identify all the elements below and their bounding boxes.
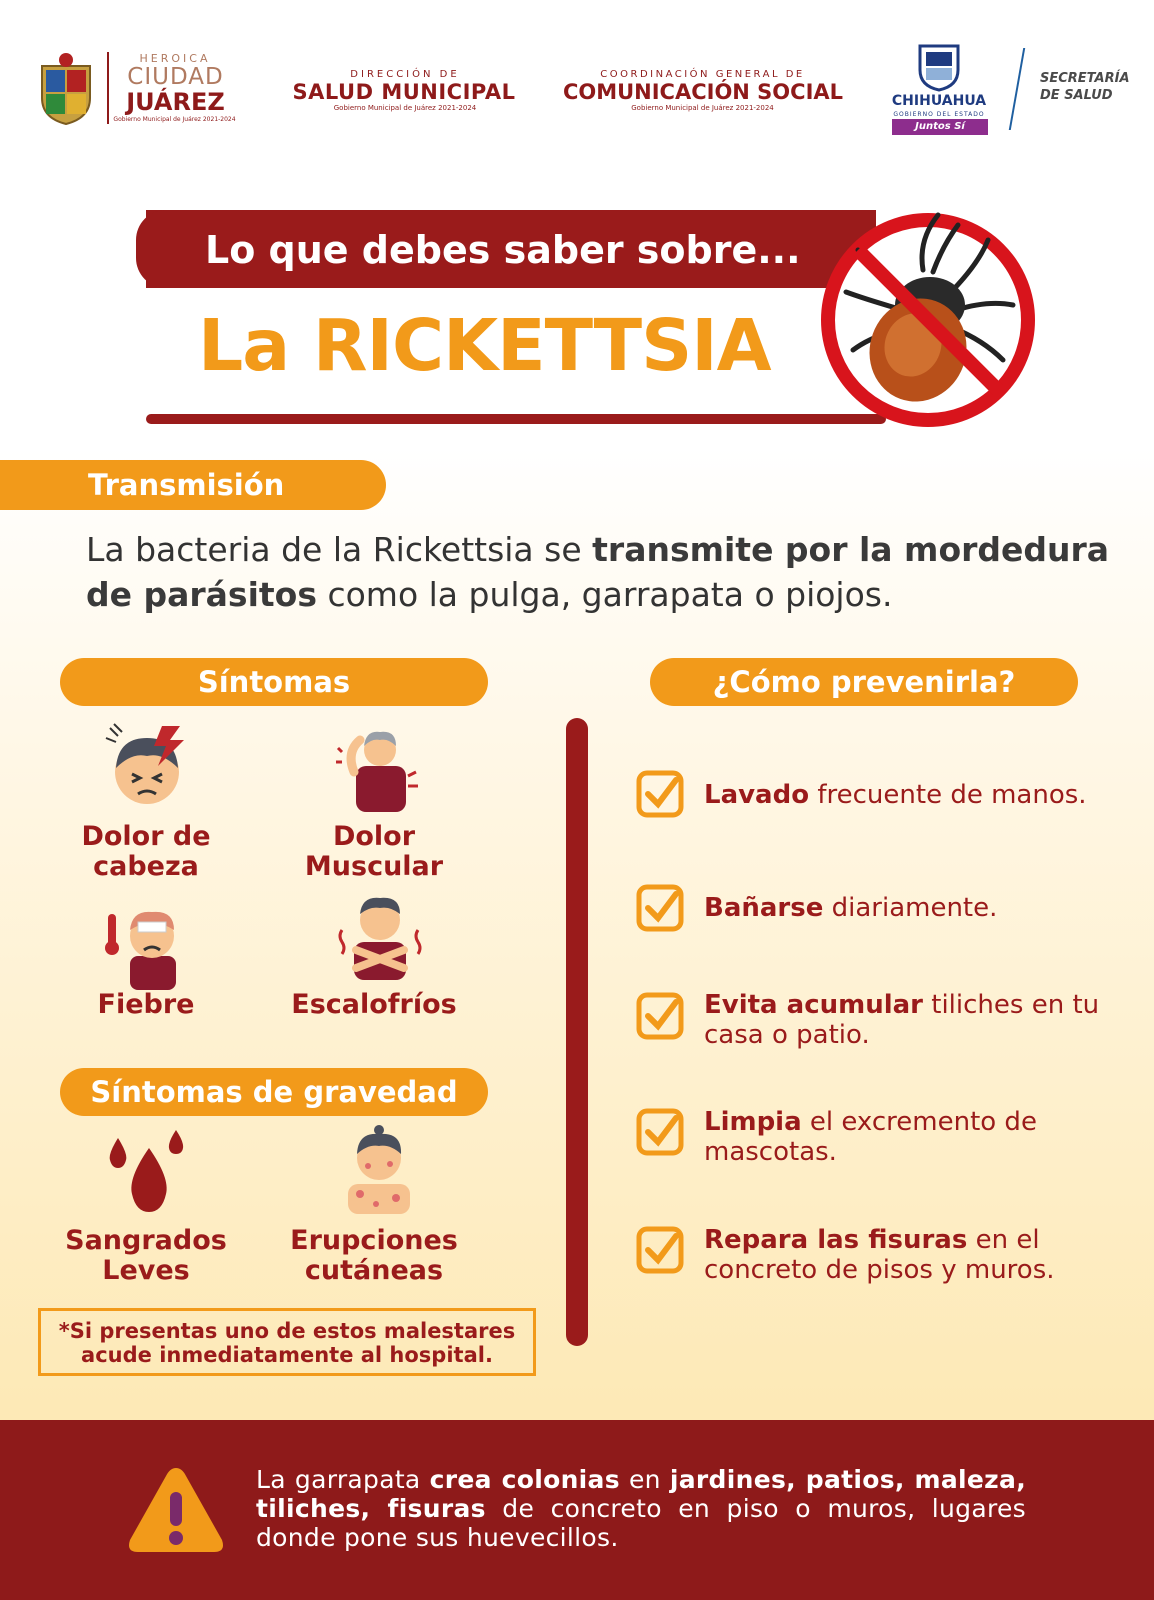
transmision-text-part: La bacteria de la Rickettsia se [86, 530, 593, 569]
transmision-text-bold: transmite por la mordedura de parásitos [86, 530, 1110, 614]
skin-rash-icon [334, 1124, 424, 1214]
prevention-item-text: en el concreto de pisos y muros. [704, 1225, 1055, 1285]
prevention-item [704, 1225, 1144, 1285]
footer-text-bold: jardines, patios, maleza, tiliches, fisuras [256, 1465, 1026, 1523]
checkbox-checked-icon [636, 770, 684, 818]
transmision-heading: Transmisión [0, 460, 386, 510]
symptom-label-line: Escalofríos [291, 989, 457, 1020]
column-divider [566, 718, 588, 1346]
secretaria-line2: DE SALUD [1040, 88, 1113, 103]
logo-separator [107, 52, 109, 124]
comunicacion-name: COMUNICACIÓN SOCIAL [562, 80, 844, 104]
symptom-label-line: Muscular [304, 851, 444, 882]
secretaria-line1: SECRETARÍA [1040, 71, 1130, 86]
prevention-item-text: tiliches en tu casa o patio. [704, 990, 1100, 1050]
title-top: Lo que debes saber sobre... [205, 228, 801, 272]
comunicacion-tagline: Gobierno Municipal de Juárez 2021-2024 [631, 104, 774, 112]
title-underline [146, 414, 886, 424]
coat-of-arms-icon [36, 52, 96, 126]
ciudad-juarez-mid: CIUDAD [127, 64, 224, 90]
symptom-label [46, 990, 246, 1020]
hospital-warning-line: acude inmediatamente al hospital. [81, 1343, 493, 1367]
prevention-item-bold: Limpia [704, 1107, 802, 1137]
prevention-item [704, 780, 1144, 810]
prevention-item-bold: Lavado [704, 780, 810, 810]
chihuahua-gobierno: GOBIERNO DEL ESTADO [893, 111, 985, 118]
gravedad-heading: Síntomas de gravedad [60, 1068, 488, 1116]
symptom-label [46, 822, 246, 882]
blood-drops-icon [104, 1128, 194, 1218]
footer-text [256, 1465, 1026, 1552]
symptom-label-line: cutáneas [304, 1255, 444, 1286]
no-tick-icon [818, 210, 1038, 430]
symptom-label [274, 822, 474, 882]
prevention-item [704, 1107, 1144, 1167]
checkbox-checked-icon [636, 992, 684, 1040]
transmision-text [86, 527, 1126, 617]
prevention-item [704, 990, 1144, 1050]
hospital-warning-line: *Si presentas uno de estos malestares [58, 1319, 516, 1343]
symptom-label-line: Dolor de [81, 821, 211, 852]
footer-text-part: La garrapata [256, 1465, 430, 1494]
prevencion-heading: ¿Cómo prevenirla? [650, 658, 1078, 706]
symptom-label-line: Dolor [332, 821, 416, 852]
symptom-label [274, 990, 474, 1020]
checkbox-checked-icon [636, 1226, 684, 1274]
symptom-label-line: Sangrados [65, 1225, 227, 1256]
prevention-item-bold: Repara las fisuras [704, 1225, 968, 1255]
prevention-item [704, 893, 1144, 923]
comunicacion-small: COORDINACIÓN GENERAL DE [600, 69, 805, 80]
symptom-label-line: Leves [102, 1255, 190, 1286]
prevention-item-text: diariamente. [823, 893, 998, 923]
symptom-label [46, 1226, 246, 1286]
secretaria-salud [1040, 70, 1150, 104]
warning-icon [124, 1462, 228, 1558]
ciudad-juarez-small: HEROICA [139, 52, 211, 65]
footer-text-bold: crea colonias [429, 1465, 620, 1494]
logo-separator [1009, 48, 1025, 130]
footer-text-part: de concreto en piso o muros, lugares donde pone sus huevecillos. [256, 1494, 1027, 1552]
prevention-item-text: el excremento de mascotas. [704, 1107, 1037, 1167]
footer-text-part: en [619, 1465, 670, 1494]
transmision-text-part: como la pulga, garrapata o piojos. [316, 575, 893, 614]
page-title: La RICKETTSIA [198, 304, 771, 387]
chihuahua-shield-icon [916, 42, 962, 92]
symptom-label [274, 1226, 474, 1286]
salud-municipal-small: DIRECCIÓN DE [350, 69, 460, 80]
headache-icon [102, 722, 192, 812]
ciudad-juarez-name: JUÁREZ [126, 88, 225, 116]
salud-municipal-name: SALUD MUNICIPAL [292, 80, 516, 104]
prevention-item-bold: Evita acumular [704, 990, 923, 1020]
symptom-label-line: Fiebre [97, 989, 195, 1020]
hospital-warning [38, 1308, 536, 1376]
prevention-item-text: frecuente de manos. [809, 780, 1087, 810]
symptom-label-line: cabeza [93, 851, 199, 882]
muscle-pain-icon [334, 722, 424, 812]
checkbox-checked-icon [636, 1108, 684, 1156]
chihuahua-name: CHIHUAHUA [891, 93, 987, 109]
salud-municipal-tagline: Gobierno Municipal de Juárez 2021-2024 [333, 104, 477, 112]
sintomas-heading: Síntomas [60, 658, 488, 706]
chills-icon [334, 890, 424, 980]
chihuahua-tagline: Juntos Sí podemos [892, 119, 988, 135]
fever-icon [102, 900, 192, 990]
ciudad-juarez-tagline: Gobierno Municipal de Juárez 2021-2024 [113, 116, 236, 123]
checkbox-checked-icon [636, 884, 684, 932]
prevention-item-bold: Bañarse [704, 893, 824, 923]
symptom-label-line: Erupciones [290, 1225, 458, 1256]
